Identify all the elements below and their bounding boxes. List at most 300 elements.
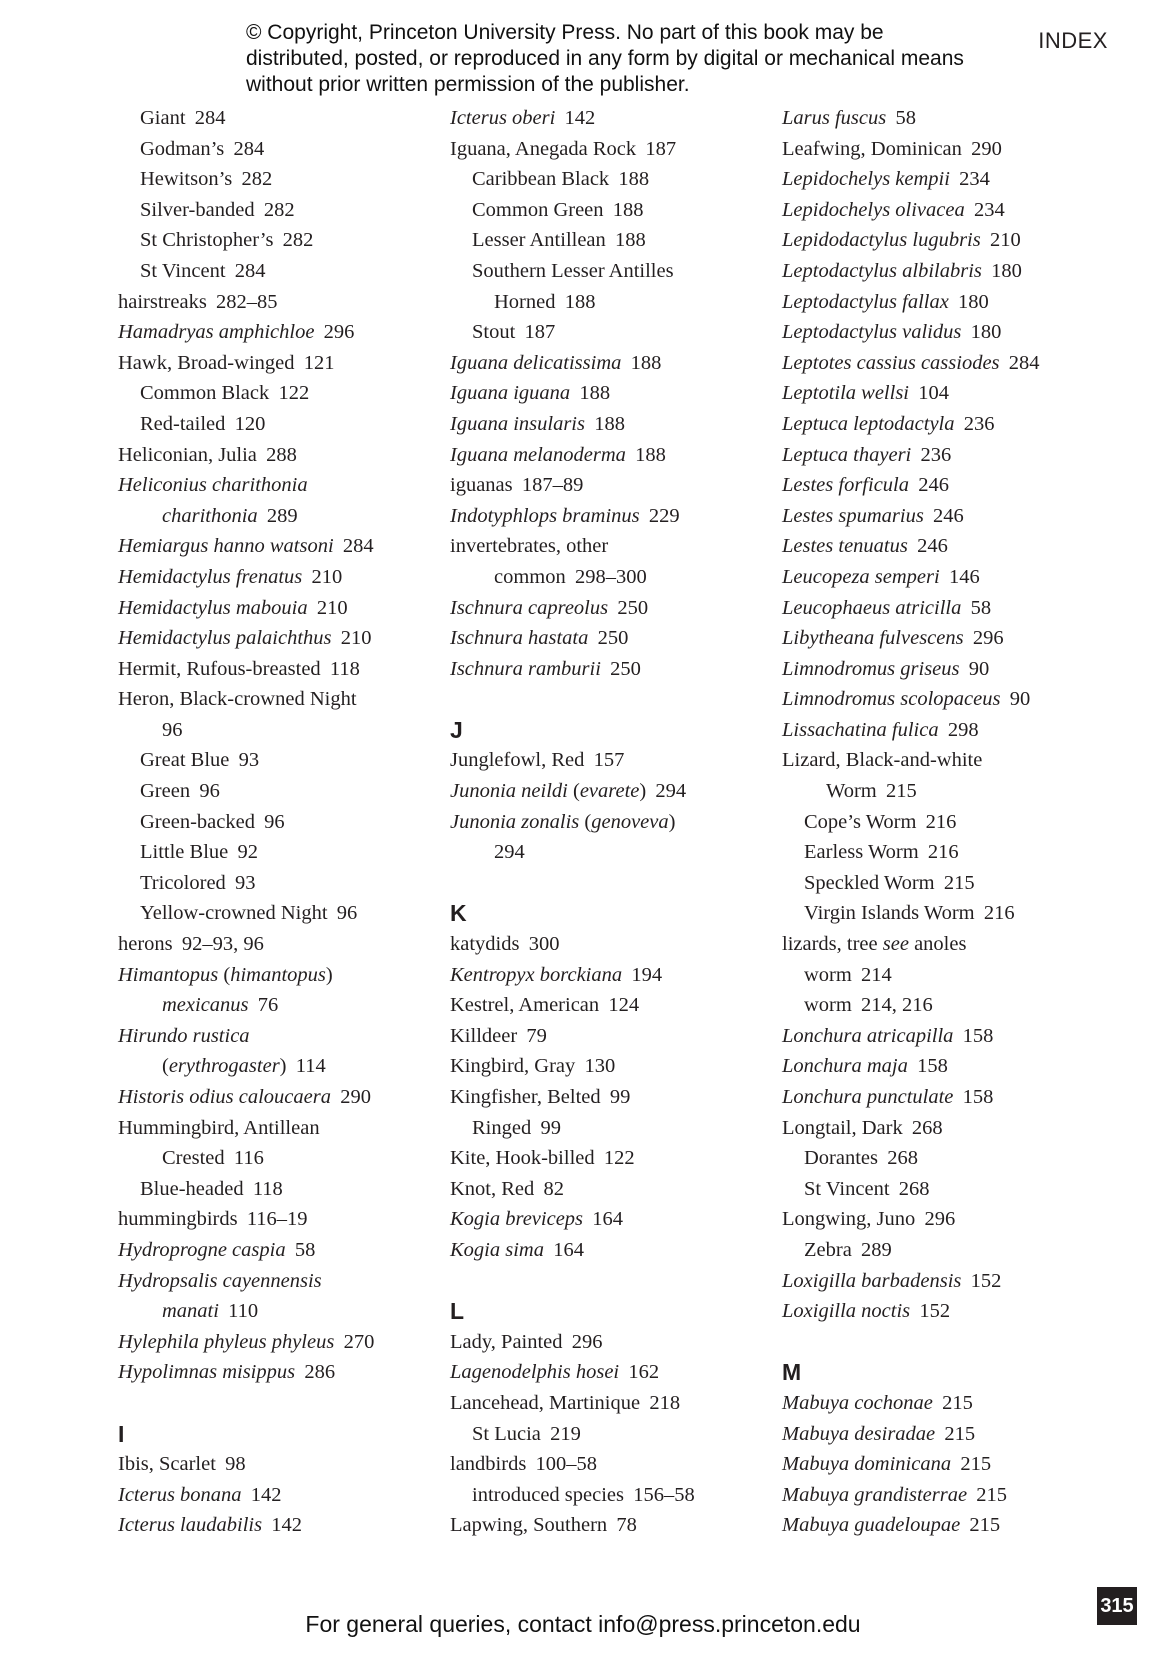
- index-entry: [782, 1419, 1122, 1450]
- index-entry-continuation: [450, 562, 760, 593]
- entry-term: ): [325, 963, 333, 986]
- entry-page-ref: 234: [959, 168, 990, 191]
- entry-term-italic: Mabuya desiradae: [782, 1422, 936, 1445]
- entry-page-ref: 99: [540, 1116, 561, 1139]
- entry-page-ref: 116: [233, 1147, 264, 1170]
- index-entry: [782, 134, 1122, 165]
- entry-page-ref: 100–58: [535, 1453, 598, 1476]
- entry-term-italic: Junonia neildi: [450, 780, 568, 803]
- section-letter: L: [450, 1298, 465, 1325]
- index-entry: [450, 1327, 760, 1358]
- entry-term-italic: Kogia sima: [450, 1238, 544, 1261]
- index-entry-continuation: [450, 837, 760, 868]
- entry-page-ref: 104: [918, 382, 949, 405]
- index-entry-continuation: [118, 990, 428, 1021]
- entry-term: Worm: [826, 780, 877, 803]
- entry-term: Yellow-crowned Night: [140, 902, 328, 925]
- index-entry: [450, 623, 760, 654]
- entry-page-ref: 216: [927, 841, 959, 864]
- entry-term: Killdeer: [450, 1024, 518, 1047]
- index-subentry: [782, 960, 1122, 991]
- entry-page-ref: 284: [194, 107, 226, 129]
- entry-page-ref: 142: [564, 107, 596, 129]
- index-entry: [782, 1021, 1122, 1052]
- index-entry: [118, 317, 428, 348]
- entry-page-ref: 215: [944, 1422, 976, 1445]
- entry-page-ref: 93: [238, 749, 260, 772]
- entry-term: Crested: [162, 1147, 225, 1170]
- index-entry: [450, 1204, 760, 1235]
- entry-term-italic: mexicanus: [162, 994, 249, 1017]
- index-entry: [782, 1510, 1122, 1541]
- index-entry: [118, 1113, 428, 1144]
- entry-page-ref: 92: [237, 841, 258, 864]
- entry-page-ref: 58: [895, 107, 916, 129]
- entry-page-ref: 82: [543, 1177, 564, 1200]
- index-entry: [118, 1449, 428, 1480]
- entry-page-ref: 96: [199, 780, 220, 803]
- index-entry-continuation: [118, 715, 428, 746]
- entry-term-italic: Ischnura hastata: [450, 627, 589, 650]
- entry-term: St Vincent: [140, 259, 226, 282]
- entry-page-ref: 124: [608, 994, 640, 1017]
- copyright-notice: © Copyright, Princeton University Press. No part of this book may be distributed, posted, or reproduced in any form by digital or mechanical means without prior written permission of the publisher.: [246, 21, 964, 96]
- entry-term: Silver-banded: [140, 198, 255, 221]
- entry-page-ref: 188: [564, 290, 596, 313]
- section-letter: K: [450, 900, 467, 927]
- index-entry: [450, 1235, 760, 1266]
- index-entry: [450, 348, 760, 379]
- entry-page-ref: 114: [295, 1055, 326, 1078]
- index-entry: [782, 378, 1122, 409]
- section-gap: [782, 1327, 1122, 1358]
- entry-term-italic: Libytheana fulvescens: [782, 627, 964, 650]
- entry-term: Kingfisher, Belted: [450, 1086, 601, 1108]
- index-entry: [782, 623, 1122, 654]
- entry-term: Green: [140, 780, 191, 803]
- entry-page-ref: 294: [655, 780, 687, 803]
- index-column-1: [118, 103, 428, 1541]
- entry-term: Junglefowl, Red: [450, 749, 585, 772]
- entry-term: 96: [162, 718, 183, 741]
- entry-page-ref: 188: [579, 382, 611, 405]
- entry-page-ref: 236: [920, 443, 952, 466]
- entry-term-italic: Mabuya guadeloupae: [782, 1514, 961, 1537]
- index-subentry: [118, 134, 428, 165]
- entry-term-italic: himantopus: [230, 963, 326, 986]
- entry-term: Great Blue: [140, 749, 230, 772]
- entry-term-italic: Icterus oberi: [450, 107, 556, 129]
- entry-term: herons: [118, 933, 173, 956]
- index-subentry: [450, 1419, 760, 1450]
- entry-term: St Christopher’s: [140, 229, 274, 252]
- index-entry: [782, 929, 1122, 960]
- entry-term: St Vincent: [804, 1177, 890, 1200]
- index-subentry: [118, 1174, 428, 1205]
- entry-page-ref: 188: [612, 198, 644, 221]
- entry-term: Ringed: [472, 1116, 532, 1139]
- index-subentry: [782, 868, 1122, 899]
- entry-page-ref: 289: [266, 504, 298, 527]
- entry-term-italic: see: [882, 933, 909, 956]
- entry-page-ref: 92–93, 96: [181, 933, 264, 956]
- entry-page-ref: 79: [526, 1024, 547, 1047]
- entry-page-ref: 298: [947, 718, 979, 741]
- entry-term-italic: Leptuca leptodactyla: [782, 412, 955, 435]
- entry-page-ref: 229: [648, 504, 680, 527]
- index-entry: [450, 745, 760, 776]
- entry-term: ): [639, 780, 647, 803]
- index-entry: [782, 1082, 1122, 1113]
- entry-page-ref: 210: [989, 229, 1021, 252]
- entry-term-italic: Hypolimnas misippus: [118, 1361, 296, 1384]
- index-entry: [782, 164, 1122, 195]
- index-entry: [450, 1449, 760, 1480]
- entry-page-ref: 90: [1009, 688, 1031, 711]
- entry-page-ref: 286: [304, 1361, 336, 1384]
- entry-page-ref: 289: [861, 1238, 892, 1261]
- entry-page-ref: 268: [887, 1147, 918, 1170]
- entry-term-italic: Hemiargus hanno watsoni: [118, 535, 334, 558]
- index-subentry: [782, 807, 1122, 838]
- entry-page-ref: 188: [615, 229, 646, 252]
- index-entry: [118, 1235, 428, 1266]
- entry-term-italic: Leptotes cassius cassiodes: [782, 351, 1000, 374]
- entry-page-ref: 187: [524, 321, 556, 344]
- index-entry: [118, 562, 428, 593]
- index-entry: [118, 1021, 428, 1052]
- index-entry: [450, 1388, 760, 1419]
- index-entry: [118, 348, 428, 379]
- entry-term: Earless Worm: [804, 841, 919, 864]
- entry-page-ref: 282–85: [216, 290, 278, 313]
- index-entry: [782, 1296, 1122, 1327]
- entry-term-italic: Leptuca thayeri: [782, 443, 912, 466]
- entry-page-ref: 236: [963, 412, 995, 435]
- index-entry: [118, 1327, 428, 1358]
- entry-term-italic: Indotyphlops braminus: [450, 504, 640, 527]
- entry-page-ref: 300: [528, 933, 560, 956]
- index-entry: [782, 593, 1122, 624]
- index-subentry: [118, 868, 428, 899]
- entry-term: 294: [494, 841, 525, 864]
- index-entry: [782, 1266, 1122, 1297]
- entry-term-italic: Lagenodelphis hosei: [450, 1361, 620, 1384]
- index-entry: [782, 409, 1122, 440]
- entry-term-italic: Hylephila phyleus phyleus: [118, 1330, 335, 1353]
- entry-term: Giant: [140, 107, 186, 129]
- section-gap: [450, 1266, 760, 1297]
- index-subentry: [118, 164, 428, 195]
- entry-term: Common Green: [472, 198, 604, 221]
- index-subentry: [782, 1235, 1122, 1266]
- index-entry: [118, 1204, 428, 1235]
- index-entry: [118, 623, 428, 654]
- entry-page-ref: 180: [970, 321, 1002, 344]
- entry-term-italic: Iguana iguana: [450, 382, 571, 405]
- entry-term: Kite, Hook-billed: [450, 1147, 595, 1170]
- index-subentry: [118, 745, 428, 776]
- entry-term-italic: Iguana delicatissima: [450, 351, 622, 374]
- entry-term-italic: erythrogaster: [168, 1055, 280, 1078]
- entry-term-italic: Hemidactylus frenatus: [118, 565, 303, 588]
- entry-page-ref: 96: [264, 810, 285, 833]
- entry-page-ref: 122: [603, 1147, 635, 1170]
- index-entry: [782, 1480, 1122, 1511]
- index-entry: [782, 256, 1122, 287]
- entry-page-ref: 158: [962, 1024, 994, 1047]
- entry-page-ref: 118: [329, 657, 360, 680]
- index-entry: [782, 1051, 1122, 1082]
- index-entry: [118, 654, 428, 685]
- entry-page-ref: 162: [628, 1361, 660, 1384]
- index-entry: [450, 134, 760, 165]
- index-entry: [118, 1480, 428, 1511]
- index-subentry: [118, 225, 428, 256]
- index-entry: [782, 287, 1122, 318]
- entry-page-ref: 270: [343, 1330, 375, 1353]
- index-entry: [450, 470, 760, 501]
- index-subentry: [450, 225, 760, 256]
- entry-term-italic: Mabuya grandisterrae: [782, 1483, 968, 1506]
- entry-page-ref: 152: [919, 1300, 951, 1323]
- entry-page-ref: 215: [969, 1514, 1001, 1537]
- entry-term-italic: Hamadryas amphichloe: [118, 321, 315, 344]
- entry-page-ref: 246: [917, 535, 948, 558]
- entry-page-ref: 250: [597, 627, 629, 650]
- entry-term-italic: Loxigilla noctis: [782, 1300, 911, 1323]
- index-entry: [782, 440, 1122, 471]
- entry-term: Southern Lesser Antilles: [472, 259, 674, 282]
- entry-term: landbirds: [450, 1453, 527, 1476]
- entry-term: (: [579, 810, 592, 833]
- entry-page-ref: 180: [991, 259, 1022, 282]
- index-entry: [450, 378, 760, 409]
- index-entry-continuation: [782, 776, 1122, 807]
- index-entry: [450, 807, 760, 838]
- entry-page-ref: 93: [235, 871, 256, 894]
- index-entry: [450, 1082, 760, 1113]
- entry-term-italic: genoveva: [591, 810, 669, 833]
- entry-page-ref: 152: [970, 1269, 1002, 1292]
- entry-term: Blue-headed: [140, 1177, 244, 1200]
- entry-term: ): [668, 810, 676, 833]
- index-entry: [450, 1510, 760, 1541]
- entry-term-italic: Leptodactylus albilabris: [782, 259, 982, 282]
- entry-term: Caribbean Black: [472, 168, 610, 191]
- index-entry: [118, 1357, 428, 1388]
- entry-term: Lizard, Black-and-white: [782, 749, 983, 772]
- entry-term-italic: Leptodactylus fallax: [782, 290, 949, 313]
- entry-term: St Lucia: [472, 1422, 541, 1445]
- entry-page-ref: 120: [234, 412, 266, 435]
- entry-page-ref: 116–19: [246, 1208, 308, 1231]
- entry-page-ref: 284: [1008, 351, 1040, 374]
- index-entry: [118, 1510, 428, 1541]
- entry-term: Zebra: [804, 1238, 852, 1261]
- index-entry: [450, 776, 760, 807]
- entry-page-ref: 130: [584, 1055, 616, 1078]
- index-entry: [118, 684, 428, 715]
- entry-term: Ibis, Scarlet: [118, 1453, 216, 1476]
- running-head: INDEX: [1038, 28, 1108, 53]
- entry-term: Iguana, Anegada Rock: [450, 137, 637, 160]
- entry-page-ref: 90: [968, 657, 990, 680]
- index-entry: [782, 745, 1122, 776]
- entry-term: Hawk, Broad-winged: [118, 351, 295, 374]
- entry-term-italic: Hirundo rustica: [118, 1024, 250, 1047]
- index-entry: [450, 929, 760, 960]
- entry-term: Lapwing, Southern: [450, 1514, 608, 1537]
- entry-term: Godman’s: [140, 137, 225, 160]
- entry-term: Little Blue: [140, 841, 229, 864]
- entry-page-ref: 214: [861, 963, 892, 986]
- entry-page-ref: 210: [311, 565, 343, 588]
- index-subentry: [118, 409, 428, 440]
- index-subentry: [782, 990, 1122, 1021]
- entry-term: Longwing, Juno: [782, 1208, 916, 1231]
- entry-term-italic: Heliconius charithonia: [118, 474, 308, 497]
- entry-term: Leafwing, Dominican: [782, 137, 962, 160]
- entry-page-ref: 284: [233, 137, 265, 160]
- entry-term-italic: Iguana insularis: [450, 412, 585, 435]
- index-entry: [782, 470, 1122, 501]
- section-letter: I: [118, 1420, 125, 1447]
- entry-page-ref: 122: [278, 382, 310, 405]
- index-entry: [450, 1143, 760, 1174]
- entry-page-ref: 215: [960, 1453, 992, 1476]
- entry-term: Kingbird, Gray: [450, 1055, 576, 1078]
- entry-page-ref: 96: [336, 902, 358, 925]
- index-entry: [450, 531, 760, 562]
- entry-page-ref: 142: [250, 1483, 282, 1506]
- index-entry-continuation: [118, 501, 428, 532]
- entry-term-italic: Lestes forficula: [782, 474, 909, 497]
- index-entry: [450, 654, 760, 685]
- entry-term-italic: Lonchura atricapilla: [782, 1024, 954, 1047]
- entry-term-italic: Lepidochelys olivacea: [782, 198, 965, 221]
- index-entry: [782, 501, 1122, 532]
- index-entry: [118, 531, 428, 562]
- entry-term-italic: Limnodromus griseus: [782, 657, 960, 680]
- index-entry: [118, 1082, 428, 1113]
- index-entry: [118, 929, 428, 960]
- index-entry: [450, 1357, 760, 1388]
- index-subentry: [118, 195, 428, 226]
- entry-term-italic: Lonchura maja: [782, 1055, 908, 1078]
- entry-term-italic: manati: [162, 1300, 219, 1323]
- entry-page-ref: 210: [340, 627, 372, 650]
- entry-term: Hermit, Rufous-breasted: [118, 657, 321, 680]
- entry-term: Stout: [472, 321, 516, 344]
- entry-page-ref: 215: [885, 780, 917, 803]
- entry-page-ref: 288: [266, 443, 297, 466]
- index-entry: [118, 593, 428, 624]
- entry-page-ref: 156–58: [633, 1483, 695, 1506]
- index-subentry: [450, 1480, 760, 1511]
- index-entry: [118, 1266, 428, 1297]
- entry-term-italic: Historis odius caloucaera: [118, 1086, 331, 1108]
- entry-page-ref: 187–89: [521, 474, 584, 497]
- entry-term: iguanas: [450, 474, 513, 497]
- index-entry: [782, 684, 1122, 715]
- index-entry: [118, 960, 428, 991]
- index-subentry: [782, 837, 1122, 868]
- entry-page-ref: 158: [917, 1055, 948, 1078]
- entry-term-italic: Icterus laudabilis: [118, 1514, 263, 1537]
- entry-page-ref: 216: [983, 902, 1015, 925]
- index-entry: [782, 562, 1122, 593]
- entry-page-ref: 99: [609, 1086, 631, 1108]
- entry-term: Heron, Black-crowned Night: [118, 688, 357, 711]
- entry-page-ref: 188: [594, 412, 625, 435]
- index-entry: [450, 501, 760, 532]
- index-subentry: [450, 1113, 760, 1144]
- entry-term: Lesser Antillean: [472, 229, 606, 252]
- entry-term: common: [494, 565, 566, 588]
- entry-term: lizards, tree: [782, 933, 883, 956]
- entry-term-italic: Limnodromus scolopaceus: [782, 688, 1001, 711]
- index-subentry: [118, 776, 428, 807]
- entry-term-italic: Lepidochelys kempii: [782, 168, 950, 191]
- entry-page-ref: 164: [592, 1208, 623, 1231]
- entry-term-italic: Kentropyx borckiana: [450, 963, 623, 986]
- index-entry: [782, 1449, 1122, 1480]
- index-subentry: [118, 837, 428, 868]
- entry-term: Speckled Worm: [804, 871, 935, 894]
- index-subentry: [450, 164, 760, 195]
- entry-term-italic: Lestes tenuatus: [782, 535, 908, 558]
- entry-page-ref: 76: [257, 994, 279, 1017]
- section-letter: J: [450, 716, 463, 743]
- entry-page-ref: 296: [571, 1330, 603, 1353]
- index-entry: [118, 440, 428, 471]
- entry-term-italic: Iguana melanoderma: [450, 443, 626, 466]
- entry-page-ref: 250: [610, 657, 641, 680]
- entry-term: (: [162, 1055, 169, 1078]
- entry-term-italic: Junonia zonalis: [450, 810, 580, 833]
- entry-page-ref: 215: [942, 1391, 973, 1414]
- entry-term: hummingbirds: [118, 1208, 238, 1231]
- entry-term-italic: Lonchura punctulate: [782, 1086, 954, 1108]
- entry-term: Kestrel, American: [450, 994, 600, 1017]
- entry-term: invertebrates, other: [450, 535, 609, 558]
- index-entry: [450, 103, 760, 134]
- index-entry-continuation: [118, 1051, 428, 1082]
- entry-page-ref: 164: [553, 1238, 584, 1261]
- entry-term: Common Black: [140, 382, 270, 405]
- entry-page-ref: 157: [593, 749, 625, 772]
- entry-page-ref: 215: [943, 871, 975, 894]
- entry-term-italic: Larus fuscus: [782, 107, 887, 129]
- entry-page-ref: 296: [924, 1208, 956, 1231]
- index-entry: [782, 317, 1122, 348]
- entry-term: Green-backed: [140, 810, 255, 833]
- entry-page-ref: 290: [971, 137, 1002, 160]
- index-entry: [782, 103, 1122, 134]
- entry-term-italic: Leucopeza semperi: [782, 565, 940, 588]
- entry-term: Virgin Islands Worm: [804, 902, 975, 925]
- entry-page-ref: 298–300: [574, 565, 647, 588]
- entry-term-italic: Ischnura ramburii: [450, 657, 601, 680]
- entry-term-italic: charithonia: [162, 504, 258, 527]
- entry-page-ref: 246: [918, 474, 949, 497]
- index-entry-continuation: [450, 287, 760, 318]
- index-entry: [782, 715, 1122, 746]
- entry-term: Tricolored: [140, 871, 226, 894]
- index-subentry: [782, 1174, 1122, 1205]
- index-subentry: [450, 317, 760, 348]
